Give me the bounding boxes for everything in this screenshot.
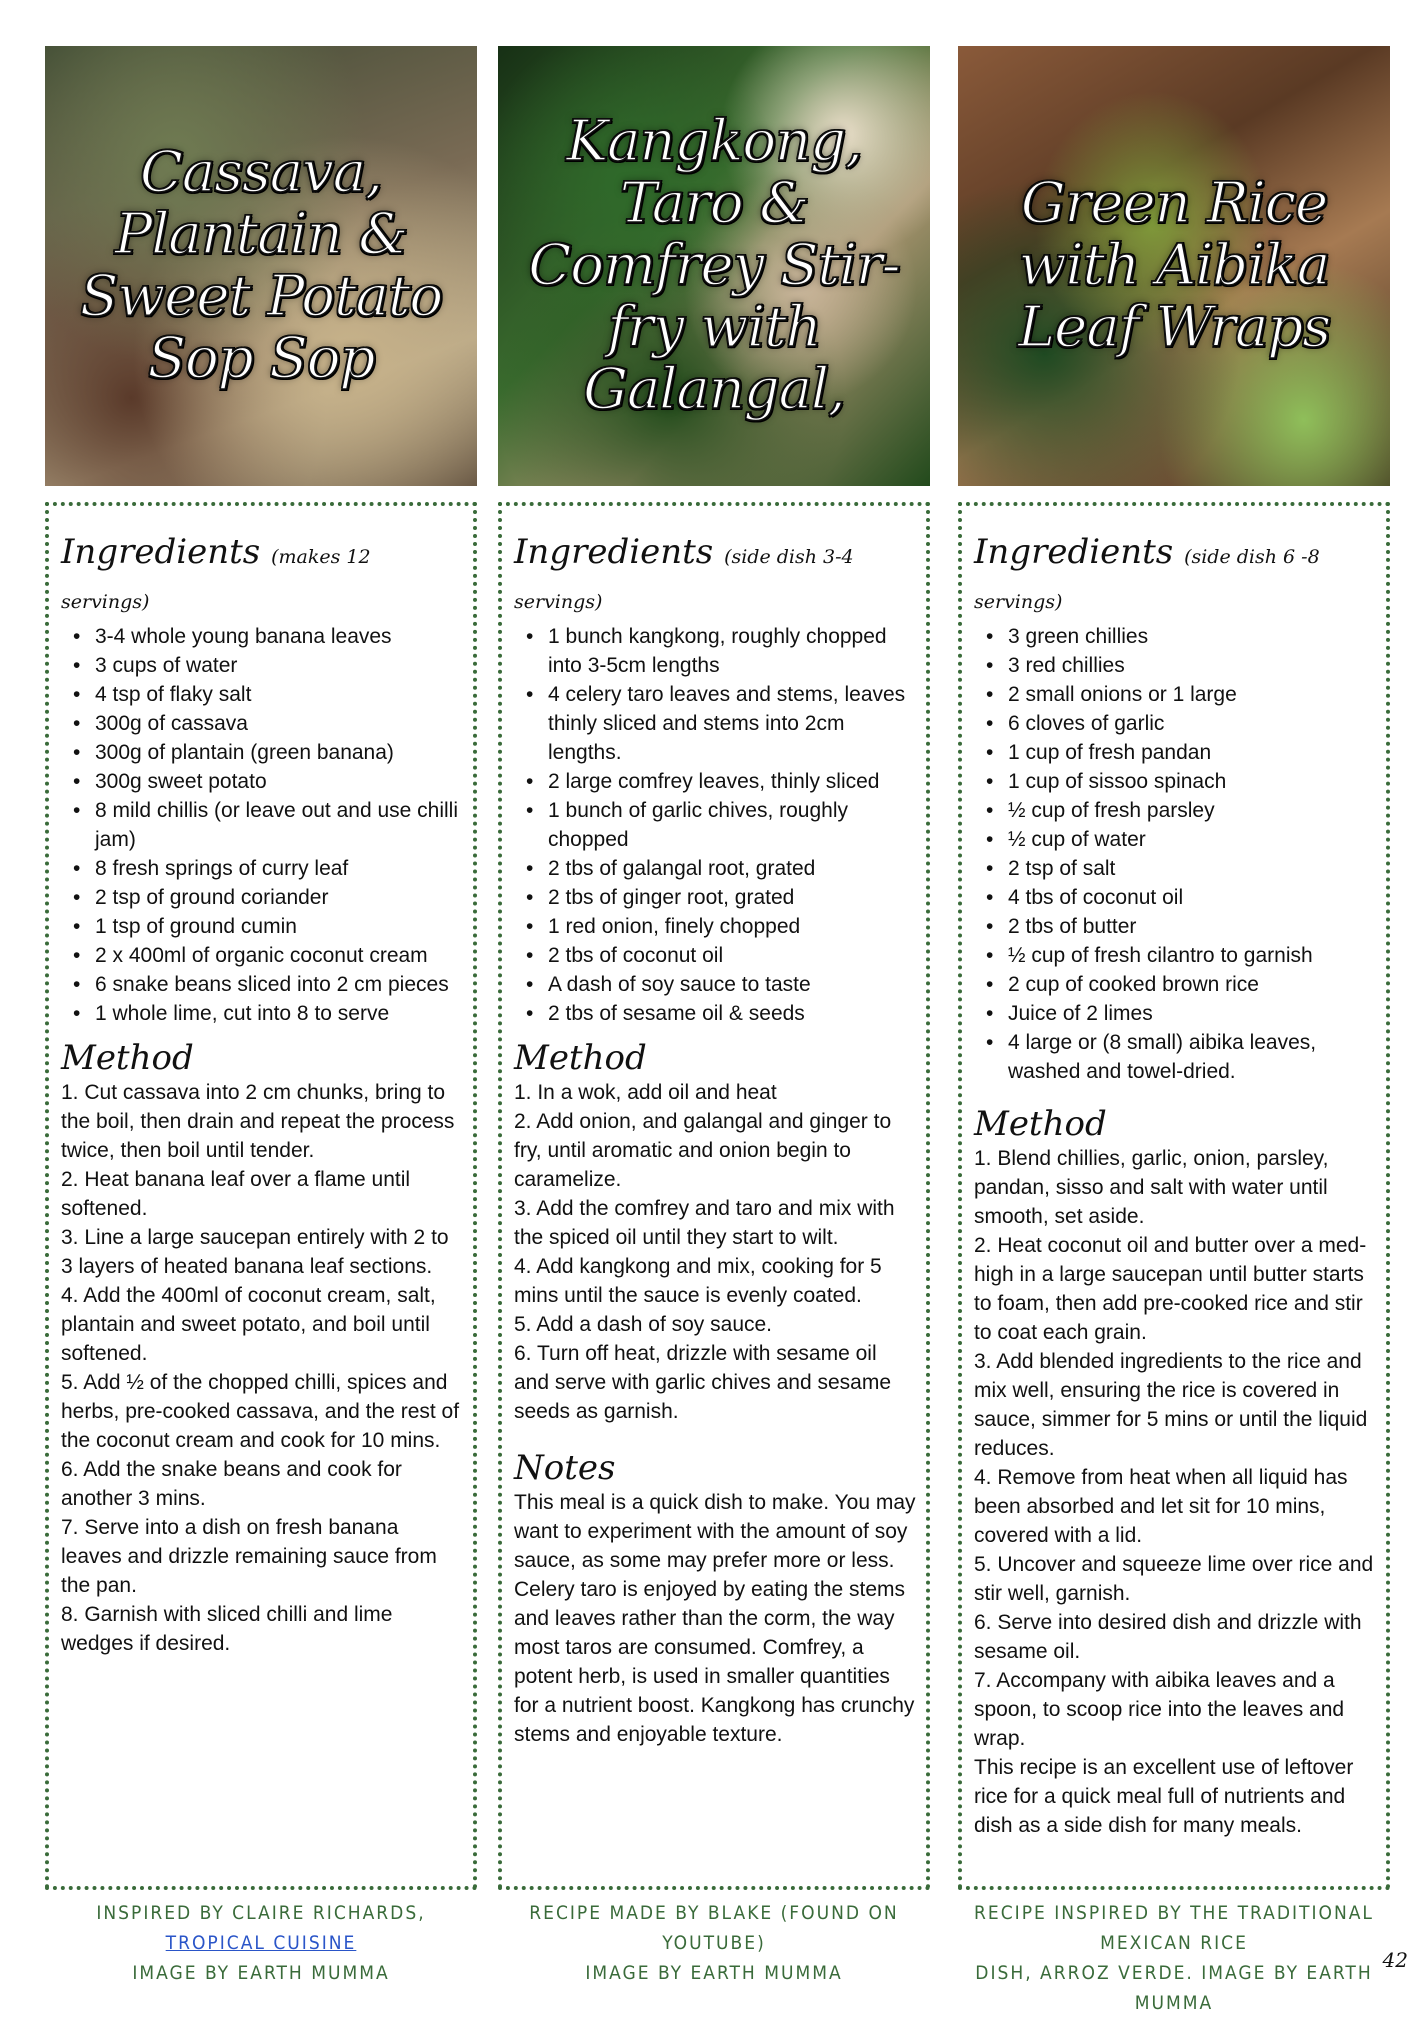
list-item: • 1 tsp of ground cumin <box>61 912 463 941</box>
page-number: 42 <box>1382 1948 1408 1972</box>
list-item: • 1 cup of fresh pandan <box>974 738 1376 767</box>
recipe-photo-3 <box>958 46 1390 486</box>
method-step: 8. Garnish with sliced chilli and lime wedges if desired. <box>61 1603 393 1655</box>
method-steps <box>974 1144 1376 1753</box>
ingredients-heading <box>514 532 916 622</box>
list-item: • 2 x 400ml of organic coconut cream <box>61 941 463 970</box>
ingredients-label: Ingredients <box>974 532 1174 572</box>
method-step: 3. Add blended ingredients to the rice and mix well, ensuring the rice is covered in sauce, simmer for 5 mins or until the liquid reduces. <box>974 1350 1368 1460</box>
list-item: • 300g of plantain (green banana) <box>61 738 463 767</box>
recipe-column-2 <box>498 46 930 1988</box>
list-item: • 1 cup of sissoo spinach <box>974 767 1376 796</box>
ingredients-heading <box>974 532 1376 622</box>
recipe-title: Green Rice with Aibika Leaf Wraps <box>1017 171 1331 360</box>
list-item: • 8 mild chillis (or leave out and use chilli jam) <box>61 796 463 854</box>
method-heading: Method <box>61 1038 194 1078</box>
list-item: • 1 bunch of garlic chives, roughly chopped <box>514 796 916 854</box>
method-step: 5. Uncover and squeeze lime over rice and stir well, garnish. <box>974 1553 1374 1605</box>
list-item: • 2 tbs of ginger root, grated <box>514 883 916 912</box>
ingredients-list <box>974 622 1376 1086</box>
list-item: • 2 tbs of coconut oil <box>514 941 916 970</box>
list-item: • 300g of cassava <box>61 709 463 738</box>
method-step: 4. Add kangkong and mix, cooking for 5 mins until the sauce is evenly coated. <box>514 1255 882 1307</box>
ingredients-label: Ingredients <box>61 532 261 572</box>
list-item: • ½ cup of water <box>974 825 1376 854</box>
list-item: • 1 whole lime, cut into 8 to serve <box>61 999 463 1028</box>
method-steps <box>61 1078 463 1658</box>
method-step: 2. Heat banana leaf over a flame until softened. <box>61 1168 411 1220</box>
method-step: 1. Cut cassava into 2 cm chunks, bring to the boil, then drain and repeat the process twice, then boil until tender. <box>61 1081 455 1162</box>
recipe-card-1 <box>45 502 477 1890</box>
list-item: • 2 tsp of salt <box>974 854 1376 883</box>
recipe-credit <box>958 1898 1390 2018</box>
recipe-title: Cassava, Plantain & Sweet Potato Sop Sop <box>79 140 443 391</box>
list-item: • ½ cup of fresh parsley <box>974 796 1376 825</box>
recipe-card-2 <box>498 502 930 1890</box>
credit-line-1 <box>45 1898 477 1958</box>
list-item: • 300g sweet potato <box>61 767 463 796</box>
recipe-title: Kangkong, Taro & Comfrey Stir-fry with Galangal, <box>528 109 900 422</box>
list-item: • 4 tbs of coconut oil <box>974 883 1376 912</box>
list-item: • 1 red onion, finely chopped <box>514 912 916 941</box>
method-step: 3. Line a large saucepan entirely with 2 to 3 layers of heated banana leaf sections. <box>61 1226 449 1278</box>
method-steps <box>514 1078 916 1426</box>
list-item: • 8 fresh springs of curry leaf <box>61 854 463 883</box>
closing-note: This recipe is an excellent use of leftover rice for a quick meal full of nutrients and dish as a side dish for many meals. <box>974 1756 1354 1837</box>
ingredients-list <box>61 622 463 1028</box>
credit-line-2: DISH, ARROZ VERDE. IMAGE BY EARTH MUMMA <box>975 1962 1373 2014</box>
method-step: 6. Turn off heat, drizzle with sesame oil and serve with garlic chives and sesame seeds as garnish. <box>514 1342 892 1423</box>
list-item: • 2 tbs of sesame oil & seeds <box>514 999 916 1028</box>
recipe-card-3 <box>958 502 1390 1890</box>
list-item: • 2 cup of cooked brown rice <box>974 970 1376 999</box>
credit-line-2: IMAGE BY EARTH MUMMA <box>132 1962 390 1984</box>
tropical-cuisine-link[interactable]: TROPICAL CUISINE <box>165 1932 357 1954</box>
ingredients-label: Ingredients <box>514 532 714 572</box>
method-step: 5. Add ½ of the chopped chilli, spices and herbs, pre-cooked cassava, and the rest of the coconut cream and cook for 10 mins. <box>61 1371 460 1452</box>
list-item: • 2 tsp of ground coriander <box>61 883 463 912</box>
list-item: • 2 small onions or 1 large <box>974 680 1376 709</box>
recipe-credit <box>498 1898 930 1988</box>
method-heading: Method <box>974 1104 1107 1144</box>
list-item: • 3 cups of water <box>61 651 463 680</box>
notes-text: This meal is a quick dish to make. You may want to experiment with the amount of soy sauce, as some may prefer more or less. Celery taro is enjoyed by eating the stems and leaves rather than the corm, the way most taros are consumed. Comfrey, a potent herb, is used in smaller quantities for a nutrient boost. Kangkong has crunchy stems and enjoyable texture. <box>514 1491 916 1746</box>
list-item: • 4 celery taro leaves and stems, leaves thinly sliced and stems into 2cm lengths. <box>514 680 916 767</box>
recipe-photo-1 <box>45 46 477 486</box>
recipe-column-3 <box>958 46 1390 2018</box>
list-item: • 4 tsp of flaky salt <box>61 680 463 709</box>
ingredients-heading <box>61 532 463 622</box>
list-item: • 3 green chillies <box>974 622 1376 651</box>
list-item: • ½ cup of fresh cilantro to garnish <box>974 941 1376 970</box>
servings-note: (side dish 3-4 servings) <box>514 546 854 613</box>
method-step: 1. In a wok, add oil and heat <box>514 1081 777 1104</box>
method-step: 7. Serve into a dish on fresh banana leaves and drizzle remaining sauce from the pan. <box>61 1516 437 1597</box>
list-item: • Juice of 2 limes <box>974 999 1376 1028</box>
list-item: • 2 large comfrey leaves, thinly sliced <box>514 767 916 796</box>
servings-note: (side dish 6 -8 servings) <box>974 546 1320 613</box>
list-item: • 1 bunch kangkong, roughly chopped into 3-5cm lengths <box>514 622 916 680</box>
list-item: • 2 tbs of galangal root, grated <box>514 854 916 883</box>
notes-heading: Notes <box>514 1448 616 1488</box>
method-step: 4. Add the 400ml of coconut cream, salt, plantain and sweet potato, and boil until softened. <box>61 1284 436 1365</box>
credit-text: INSPIRED BY CLAIRE RICHARDS, <box>96 1902 426 1924</box>
method-step: 6. Serve into desired dish and drizzle with sesame oil. <box>974 1611 1362 1663</box>
recipe-photo-2 <box>498 46 930 486</box>
method-step: 5. Add a dash of soy sauce. <box>514 1313 773 1336</box>
method-step: 4. Remove from heat when all liquid has been absorbed and let sit for 10 mins, covered with a lid. <box>974 1466 1348 1547</box>
credit-line-1: RECIPE MADE BY BLAKE (FOUND ON YOUTUBE) <box>529 1902 899 1954</box>
credit-line-2: IMAGE BY EARTH MUMMA <box>585 1962 843 1984</box>
servings-note: (makes 12 servings) <box>61 546 371 613</box>
method-step: 2. Heat coconut oil and butter over a med-high in a large saucepan until butter starts to foam, then add pre-cooked rice and stir to coat each grain. <box>974 1234 1367 1344</box>
recipe-column-1 <box>45 46 477 1988</box>
credit-line-1: RECIPE INSPIRED BY THE TRADITIONAL MEXICAN RICE <box>974 1902 1374 1954</box>
list-item: • 6 snake beans sliced into 2 cm pieces <box>61 970 463 999</box>
list-item: • A dash of soy sauce to taste <box>514 970 916 999</box>
recipe-credit <box>45 1898 477 1988</box>
method-step: 6. Add the snake beans and cook for another 3 mins. <box>61 1458 402 1510</box>
list-item: • 6 cloves of garlic <box>974 709 1376 738</box>
list-item: • 3-4 whole young banana leaves <box>61 622 463 651</box>
method-step: 1. Blend chillies, garlic, onion, parsley, pandan, sisso and salt with water until smooth, set aside. <box>974 1147 1329 1228</box>
method-step: 3. Add the comfrey and taro and mix with the spiced oil until they start to wilt. <box>514 1197 895 1249</box>
list-item: • 2 tbs of butter <box>974 912 1376 941</box>
ingredients-list <box>514 622 916 1028</box>
method-step: 7. Accompany with aibika leaves and a spoon, to scoop rice into the leaves and wrap. <box>974 1669 1345 1750</box>
list-item: • 3 red chillies <box>974 651 1376 680</box>
list-item: • 4 large or (8 small) aibika leaves, washed and towel-dried. <box>974 1028 1376 1086</box>
method-heading: Method <box>514 1038 647 1078</box>
method-step: 2. Add onion, and galangal and ginger to fry, until aromatic and onion begin to caramelize. <box>514 1110 892 1191</box>
